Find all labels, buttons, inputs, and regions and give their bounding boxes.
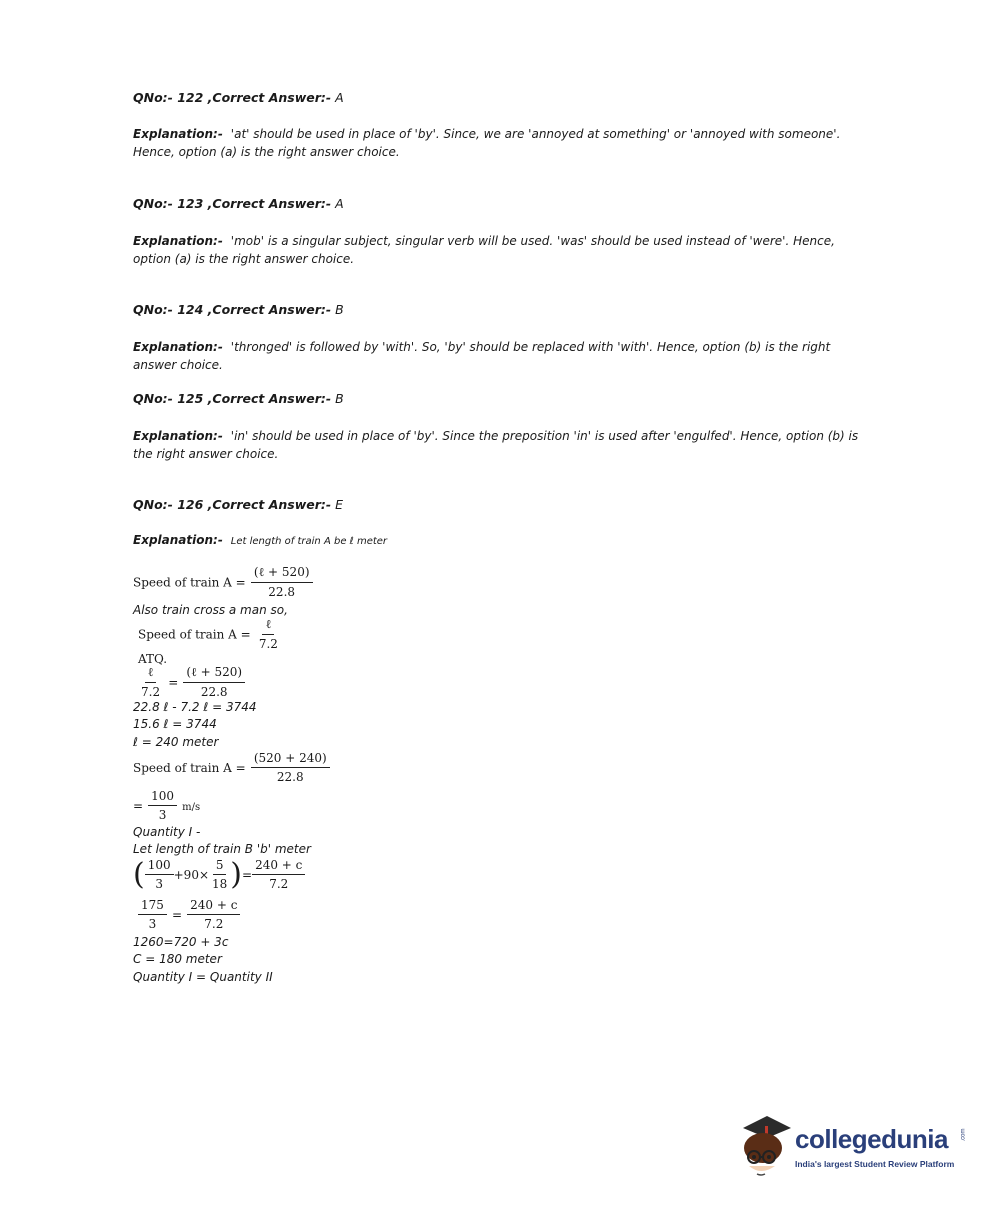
question-125-explanation: Explanation:- 'in' should be used in place of 'by'. Since the preposition 'in' is used after 'engulfed'. Hence, option (b) is the right answer choice. bbox=[133, 429, 859, 461]
calc-line-2: 15.6 ℓ = 3744 bbox=[133, 717, 217, 731]
question-123-header: QNo:- 123 ,Correct Answer:- A bbox=[133, 196, 344, 211]
atq-equation: $\frac{\text{ℓ}}{7.2}$ = $\frac{\text{(ℓ + 520)}}{22.8}$ bbox=[138, 665, 245, 699]
question-126-explanation-intro: Explanation:- Let length of train A be ℓ meter bbox=[133, 533, 388, 547]
collegedunia-logo bbox=[735, 1110, 965, 1180]
calc-line-4: 1260=720 + 3c bbox=[133, 935, 229, 949]
let-length-b: Let length of train B 'b' meter bbox=[133, 842, 311, 856]
question-124-header: QNo:- 124 ,Correct Answer:- B bbox=[133, 302, 344, 317]
logo-tagline: India's largest Student Review Platform bbox=[795, 1159, 955, 1169]
atq-label: ATQ. bbox=[138, 652, 168, 666]
question-122-header: QNo:- 122 ,Correct Answer:- A bbox=[133, 90, 344, 105]
calc-line-6: Quantity I = Quantity II bbox=[133, 970, 273, 984]
logo-com: .com bbox=[960, 1128, 967, 1142]
logo-name: collegedunia bbox=[795, 1124, 948, 1154]
speed-equation-1: Speed of train A = $\frac{\text{(ℓ + 520)}}{22.8}$ bbox=[133, 565, 313, 599]
question-125-header: QNo:- 125 ,Correct Answer:- B bbox=[133, 391, 344, 406]
calc-line-5: C = 180 meter bbox=[133, 952, 222, 966]
simplified-equation: $\frac{175}{3}$ = $\frac{240 + c}{7.2}$ bbox=[138, 898, 240, 931]
question-122-explanation: Explanation:- 'at' should be used in place of 'by'. Since, we are 'annoyed at something' or 'annoyed with someone'. Hence, option (a) is the right answer choice. bbox=[133, 127, 841, 159]
quantity-1-label: Quantity I - bbox=[133, 825, 201, 839]
also-train-text: Also train cross a man so, bbox=[133, 603, 288, 617]
speed-equation-2: Speed of train A = $\frac{\text{ℓ}}{7.2}$ bbox=[138, 617, 278, 651]
speed-result: = $\frac{100}{3}$ m/s bbox=[133, 789, 201, 822]
calc-line-3: ℓ = 240 meter bbox=[133, 735, 219, 749]
speed-equation-3: Speed of train A = $\frac{(520 + 240)}{22.8}$ bbox=[133, 751, 330, 784]
relative-speed-equation: ( $\frac{100}{3}$ +90× $\frac{5}{18}$ ) = $\frac{240 + c}{7.2}$ bbox=[133, 858, 305, 891]
calc-line-1: 22.8 ℓ - 7.2 ℓ = 3744 bbox=[133, 700, 257, 714]
question-126-header: QNo:- 126 ,Correct Answer:- E bbox=[133, 497, 343, 512]
question-124-explanation: Explanation:- 'thronged' is followed by 'with'. So, 'by' should be replaced with 'with'. Hence, option (b) is the right answer choice. bbox=[133, 340, 831, 372]
question-123-explanation: Explanation:- 'mob' is a singular subject, singular verb will be used. 'was' should be used instead of 'were'. Hence, option (a) is the right answer choice. bbox=[133, 234, 835, 266]
mascot-icon bbox=[735, 1110, 795, 1180]
